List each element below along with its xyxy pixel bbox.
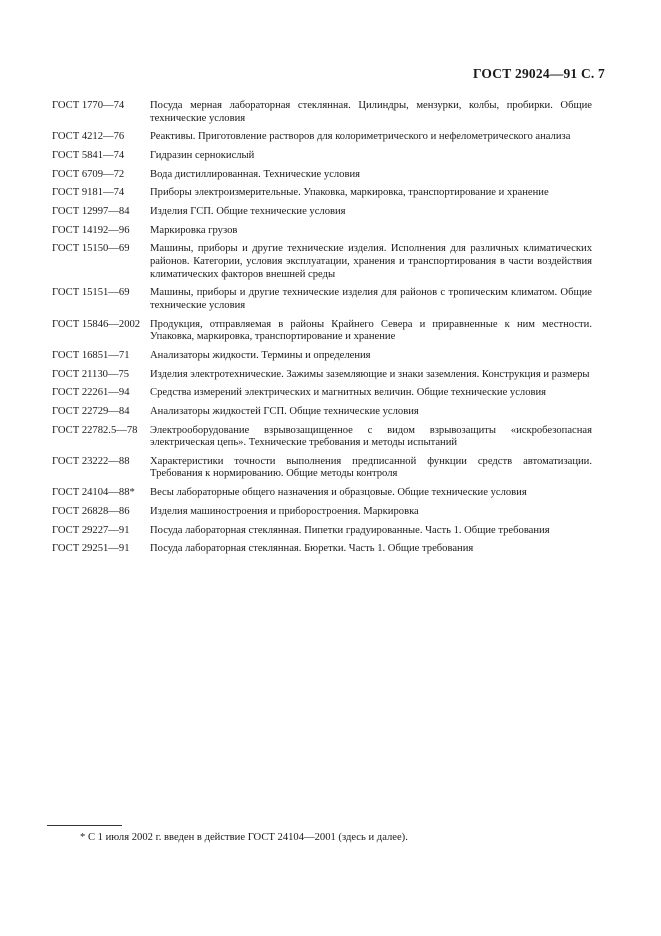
reference-title: Продукция, отправляемая в районы Крайнего Севера и приравненные к ним местности. Упаковка, маркировка, транспортирование и хранение — [150, 318, 592, 343]
reference-row — [52, 206, 592, 219]
reference-row — [52, 287, 592, 312]
reference-title: Машины, приборы и другие технические изделия. Исполнения для различных климатических районов. Категории, условия эксплуатации, хранения и транспортирования в части воздействия климатических факторов внешней среды — [150, 243, 592, 280]
reference-title: Изделия ГСП. Общие технические условия — [150, 206, 346, 218]
reference-code: ГОСТ 22782.5—78 — [52, 424, 138, 436]
reference-code: ГОСТ 22729—84 — [52, 405, 130, 417]
reference-row — [52, 150, 592, 163]
reference-title: Посуда лабораторная стеклянная. Пипетки градуированные. Часть 1. Общие требования — [150, 524, 550, 536]
reference-code: ГОСТ 29251—91 — [52, 543, 130, 555]
reference-row — [52, 369, 592, 382]
reference-code: ГОСТ 1770—74 — [52, 100, 125, 111]
reference-row — [52, 506, 592, 519]
reference-title: Машины, приборы и другие технические изделия для районов с тропическим климатом. Общие технические условия — [150, 287, 592, 311]
reference-code: ГОСТ 15846—2002 — [52, 318, 141, 330]
reference-code: ГОСТ 4212—76 — [52, 131, 125, 143]
reference-row — [52, 169, 592, 182]
page-header: ГОСТ 29024—91 С. 7 — [472, 66, 605, 81]
reference-code: ГОСТ 16851—71 — [52, 349, 130, 361]
reference-row — [52, 543, 592, 556]
reference-title: Приборы электроизмерительные. Упаковка, маркировка, транспортирование и хранение — [150, 187, 549, 199]
reference-code: ГОСТ 12997—84 — [52, 206, 130, 218]
reference-title: Гидразин сернокислый — [150, 149, 255, 161]
reference-title: Вода дистиллированная. Технические условия — [150, 168, 361, 180]
reference-row — [52, 350, 592, 363]
reference-title: Реактивы. Приготовление растворов для колориметрического и нефелометрического анализа — [150, 131, 571, 143]
reference-row — [52, 243, 592, 281]
reference-code: ГОСТ 14192—96 — [52, 224, 130, 236]
reference-row — [52, 100, 592, 125]
reference-title: Изделия машиностроения и приборостроения. Маркировка — [150, 505, 419, 517]
reference-code: ГОСТ 15150—69 — [52, 243, 130, 255]
reference-title: Посуда лабораторная стеклянная. Бюретки. Часть 1. Общие требования — [150, 543, 474, 555]
reference-code: ГОСТ 6709—72 — [52, 168, 125, 180]
reference-title: Изделия электротехнические. Зажимы заземляющие и знаки заземления. Конструкция и размеры — [150, 368, 590, 380]
reference-title: Характеристики точности выполнения предписанной функции средств автоматизации. Требования к нормированию. Общие методы контроля — [150, 455, 592, 480]
reference-row — [52, 187, 592, 200]
reference-code: ГОСТ 15151—69 — [52, 287, 130, 299]
reference-code: ГОСТ 9181—74 — [52, 187, 125, 199]
reference-row — [52, 319, 592, 344]
reference-title: Анализаторы жидкостей ГСП. Общие технические условия — [150, 405, 419, 417]
reference-row — [52, 406, 592, 419]
reference-row — [52, 456, 592, 481]
reference-code: ГОСТ 21130—75 — [52, 368, 130, 380]
reference-title: Электрооборудование взрывозащищенное с видом взрывозащиты «искробезопасная электрическая цепь». Технические требования и методы испытаний — [150, 424, 592, 449]
reference-row — [52, 225, 592, 238]
reference-code: ГОСТ 22261—94 — [52, 387, 130, 399]
footnote-divider — [47, 825, 122, 826]
reference-row — [52, 525, 592, 538]
reference-code: ГОСТ 23222—88 — [52, 455, 130, 467]
reference-row — [52, 487, 592, 500]
reference-title: Средства измерений электрических и магнитных величин. Общие технические условия — [150, 387, 547, 399]
reference-row — [52, 131, 592, 144]
reference-code: ГОСТ 26828—86 — [52, 505, 130, 517]
reference-code: ГОСТ 29227—91 — [52, 524, 130, 536]
reference-title: Маркировка грузов — [150, 224, 238, 236]
reference-title: Анализаторы жидкости. Термины и определения — [150, 349, 371, 361]
reference-code: ГОСТ 24104—88* — [52, 487, 135, 499]
reference-title: Посуда мерная лабораторная стеклянная. Цилиндры, мензурки, колбы, пробирки. Общие технические условия — [150, 100, 592, 124]
reference-row — [52, 387, 592, 400]
footnote: * С 1 июля 2002 г. введен в действие ГОСТ 24104—2001 (здесь и далее). — [80, 832, 408, 843]
reference-row — [52, 425, 592, 450]
reference-code: ГОСТ 5841—74 — [52, 149, 125, 161]
reference-list — [52, 100, 592, 562]
reference-title: Весы лабораторные общего назначения и образцовые. Общие технические условия — [150, 487, 527, 499]
